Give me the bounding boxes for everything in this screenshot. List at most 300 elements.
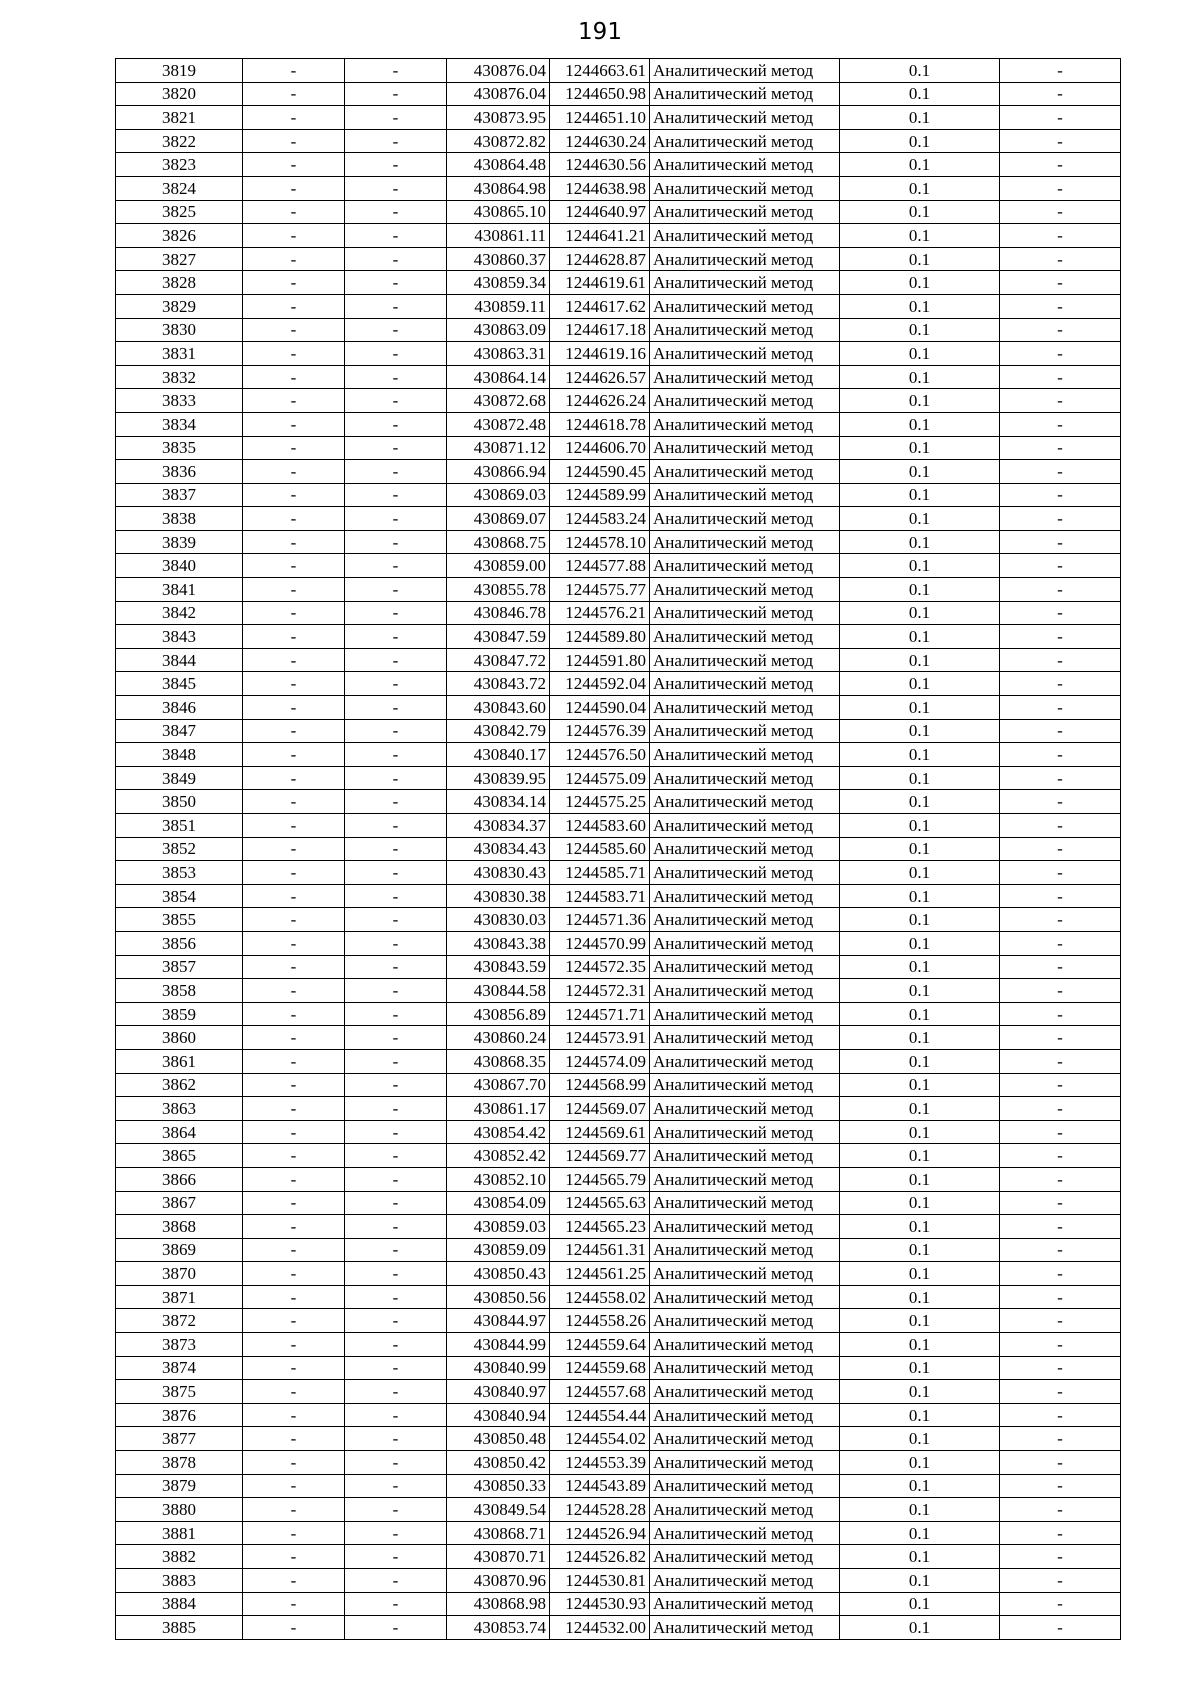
empty-value-cell: -	[243, 955, 345, 979]
accuracy-cell: 0.1	[840, 318, 1000, 342]
method-cell: Аналитический метод	[650, 365, 840, 389]
accuracy-cell: 0.1	[840, 365, 1000, 389]
y-coordinate-cell: 1244569.77	[550, 1144, 650, 1168]
accuracy-cell: 0.1	[840, 1545, 1000, 1569]
empty-value-cell: -	[243, 318, 345, 342]
empty-value-cell: -	[243, 1073, 345, 1097]
point-number-cell: 3872	[116, 1309, 243, 1333]
point-number-cell: 3860	[116, 1026, 243, 1050]
table-row	[116, 483, 1121, 507]
accuracy-cell: 0.1	[840, 908, 1000, 932]
empty-value-cell: -	[345, 625, 447, 649]
empty-value-cell: -	[345, 365, 447, 389]
method-cell: Аналитический метод	[650, 955, 840, 979]
point-number-cell: 3861	[116, 1049, 243, 1073]
empty-value-cell: -	[243, 1049, 345, 1073]
table-row	[116, 743, 1121, 767]
empty-value-cell: -	[345, 1545, 447, 1569]
point-number-cell: 3868	[116, 1215, 243, 1239]
empty-value-cell: -	[1000, 766, 1121, 790]
empty-value-cell: -	[345, 1451, 447, 1475]
accuracy-cell: 0.1	[840, 1592, 1000, 1616]
empty-value-cell: -	[243, 1002, 345, 1026]
table-row	[116, 1026, 1121, 1050]
method-cell: Аналитический метод	[650, 1474, 840, 1498]
empty-value-cell: -	[243, 1474, 345, 1498]
table-row	[116, 460, 1121, 484]
point-number-cell: 3883	[116, 1569, 243, 1593]
accuracy-cell: 0.1	[840, 1097, 1000, 1121]
y-coordinate-cell: 1244619.16	[550, 342, 650, 366]
table-row	[116, 1356, 1121, 1380]
x-coordinate-cell: 430859.09	[447, 1238, 550, 1262]
point-number-cell: 3844	[116, 648, 243, 672]
empty-value-cell: -	[1000, 1569, 1121, 1593]
empty-value-cell: -	[243, 176, 345, 200]
empty-value-cell: -	[345, 247, 447, 271]
table-row	[116, 554, 1121, 578]
x-coordinate-cell: 430854.42	[447, 1120, 550, 1144]
accuracy-cell: 0.1	[840, 436, 1000, 460]
table-row	[116, 412, 1121, 436]
point-number-cell: 3825	[116, 200, 243, 224]
y-coordinate-cell: 1244585.71	[550, 861, 650, 885]
empty-value-cell: -	[345, 1285, 447, 1309]
y-coordinate-cell: 1244628.87	[550, 247, 650, 271]
accuracy-cell: 0.1	[840, 389, 1000, 413]
accuracy-cell: 0.1	[840, 483, 1000, 507]
empty-value-cell: -	[345, 318, 447, 342]
x-coordinate-cell: 430872.68	[447, 389, 550, 413]
x-coordinate-cell: 430865.10	[447, 200, 550, 224]
accuracy-cell: 0.1	[840, 224, 1000, 248]
x-coordinate-cell: 430840.97	[447, 1380, 550, 1404]
method-cell: Аналитический метод	[650, 766, 840, 790]
empty-value-cell: -	[1000, 578, 1121, 602]
empty-value-cell: -	[1000, 1049, 1121, 1073]
empty-value-cell: -	[1000, 129, 1121, 153]
x-coordinate-cell: 430834.43	[447, 837, 550, 861]
empty-value-cell: -	[243, 1380, 345, 1404]
empty-value-cell: -	[1000, 460, 1121, 484]
y-coordinate-cell: 1244589.99	[550, 483, 650, 507]
accuracy-cell: 0.1	[840, 884, 1000, 908]
accuracy-cell: 0.1	[840, 1451, 1000, 1475]
empty-value-cell: -	[243, 1521, 345, 1545]
empty-value-cell: -	[1000, 1356, 1121, 1380]
empty-value-cell: -	[1000, 436, 1121, 460]
empty-value-cell: -	[1000, 153, 1121, 177]
empty-value-cell: -	[1000, 1545, 1121, 1569]
accuracy-cell: 0.1	[840, 106, 1000, 130]
table-row	[116, 719, 1121, 743]
y-coordinate-cell: 1244554.44	[550, 1403, 650, 1427]
point-number-cell: 3850	[116, 790, 243, 814]
accuracy-cell: 0.1	[840, 1356, 1000, 1380]
x-coordinate-cell: 430830.03	[447, 908, 550, 932]
empty-value-cell: -	[1000, 601, 1121, 625]
x-coordinate-cell: 430861.11	[447, 224, 550, 248]
method-cell: Аналитический метод	[650, 979, 840, 1003]
method-cell: Аналитический метод	[650, 1191, 840, 1215]
x-coordinate-cell: 430859.03	[447, 1215, 550, 1239]
empty-value-cell: -	[243, 837, 345, 861]
x-coordinate-cell: 430850.56	[447, 1285, 550, 1309]
empty-value-cell: -	[1000, 837, 1121, 861]
empty-value-cell: -	[1000, 1144, 1121, 1168]
empty-value-cell: -	[1000, 719, 1121, 743]
table-row	[116, 1215, 1121, 1239]
empty-value-cell: -	[1000, 1380, 1121, 1404]
y-coordinate-cell: 1244589.80	[550, 625, 650, 649]
empty-value-cell: -	[243, 1215, 345, 1239]
accuracy-cell: 0.1	[840, 861, 1000, 885]
accuracy-cell: 0.1	[840, 1049, 1000, 1073]
coordinates-table	[115, 58, 1121, 1640]
y-coordinate-cell: 1244651.10	[550, 106, 650, 130]
coordinates-table-body	[116, 59, 1121, 1640]
empty-value-cell: -	[345, 530, 447, 554]
empty-value-cell: -	[1000, 908, 1121, 932]
empty-value-cell: -	[243, 766, 345, 790]
point-number-cell: 3856	[116, 931, 243, 955]
y-coordinate-cell: 1244590.04	[550, 696, 650, 720]
empty-value-cell: -	[1000, 224, 1121, 248]
table-row	[116, 318, 1121, 342]
empty-value-cell: -	[345, 1238, 447, 1262]
empty-value-cell: -	[345, 955, 447, 979]
point-number-cell: 3867	[116, 1191, 243, 1215]
empty-value-cell: -	[345, 483, 447, 507]
empty-value-cell: -	[1000, 979, 1121, 1003]
method-cell: Аналитический метод	[650, 1238, 840, 1262]
accuracy-cell: 0.1	[840, 1380, 1000, 1404]
table-row	[116, 884, 1121, 908]
point-number-cell: 3849	[116, 766, 243, 790]
empty-value-cell: -	[345, 1356, 447, 1380]
table-row	[116, 1120, 1121, 1144]
accuracy-cell: 0.1	[840, 1616, 1000, 1640]
point-number-cell: 3828	[116, 271, 243, 295]
point-number-cell: 3839	[116, 530, 243, 554]
method-cell: Аналитический метод	[650, 790, 840, 814]
empty-value-cell: -	[1000, 884, 1121, 908]
x-coordinate-cell: 430847.72	[447, 648, 550, 672]
accuracy-cell: 0.1	[840, 955, 1000, 979]
empty-value-cell: -	[1000, 1026, 1121, 1050]
table-row	[116, 1049, 1121, 1073]
empty-value-cell: -	[345, 224, 447, 248]
accuracy-cell: 0.1	[840, 1285, 1000, 1309]
accuracy-cell: 0.1	[840, 625, 1000, 649]
method-cell: Аналитический метод	[650, 1262, 840, 1286]
empty-value-cell: -	[1000, 790, 1121, 814]
empty-value-cell: -	[1000, 200, 1121, 224]
empty-value-cell: -	[243, 294, 345, 318]
method-cell: Аналитический метод	[650, 1120, 840, 1144]
empty-value-cell: -	[243, 719, 345, 743]
method-cell: Аналитический метод	[650, 696, 840, 720]
x-coordinate-cell: 430834.14	[447, 790, 550, 814]
empty-value-cell: -	[1000, 483, 1121, 507]
empty-value-cell: -	[243, 672, 345, 696]
table-row	[116, 530, 1121, 554]
method-cell: Аналитический метод	[650, 578, 840, 602]
empty-value-cell: -	[1000, 82, 1121, 106]
y-coordinate-cell: 1244526.82	[550, 1545, 650, 1569]
x-coordinate-cell: 430850.48	[447, 1427, 550, 1451]
point-number-cell: 3842	[116, 601, 243, 625]
table-row	[116, 224, 1121, 248]
empty-value-cell: -	[243, 1262, 345, 1286]
method-cell: Аналитический метод	[650, 1026, 840, 1050]
y-coordinate-cell: 1244576.50	[550, 743, 650, 767]
empty-value-cell: -	[1000, 696, 1121, 720]
point-number-cell: 3879	[116, 1474, 243, 1498]
x-coordinate-cell: 430868.75	[447, 530, 550, 554]
empty-value-cell: -	[243, 483, 345, 507]
y-coordinate-cell: 1244618.78	[550, 412, 650, 436]
x-coordinate-cell: 430876.04	[447, 59, 550, 83]
x-coordinate-cell: 430863.31	[447, 342, 550, 366]
x-coordinate-cell: 430843.60	[447, 696, 550, 720]
x-coordinate-cell: 430830.38	[447, 884, 550, 908]
y-coordinate-cell: 1244591.80	[550, 648, 650, 672]
empty-value-cell: -	[345, 342, 447, 366]
x-coordinate-cell: 430866.94	[447, 460, 550, 484]
empty-value-cell: -	[1000, 530, 1121, 554]
x-coordinate-cell: 430843.38	[447, 931, 550, 955]
x-coordinate-cell: 430861.17	[447, 1097, 550, 1121]
x-coordinate-cell: 430830.43	[447, 861, 550, 885]
y-coordinate-cell: 1244569.61	[550, 1120, 650, 1144]
method-cell: Аналитический метод	[650, 908, 840, 932]
point-number-cell: 3836	[116, 460, 243, 484]
empty-value-cell: -	[243, 1616, 345, 1640]
empty-value-cell: -	[243, 1592, 345, 1616]
y-coordinate-cell: 1244576.39	[550, 719, 650, 743]
empty-value-cell: -	[243, 601, 345, 625]
y-coordinate-cell: 1244626.57	[550, 365, 650, 389]
y-coordinate-cell: 1244577.88	[550, 554, 650, 578]
x-coordinate-cell: 430840.94	[447, 1403, 550, 1427]
table-row	[116, 979, 1121, 1003]
method-cell: Аналитический метод	[650, 389, 840, 413]
method-cell: Аналитический метод	[650, 460, 840, 484]
x-coordinate-cell: 430840.99	[447, 1356, 550, 1380]
x-coordinate-cell: 430868.71	[447, 1521, 550, 1545]
empty-value-cell: -	[1000, 1167, 1121, 1191]
empty-value-cell: -	[345, 1073, 447, 1097]
empty-value-cell: -	[345, 507, 447, 531]
point-number-cell: 3832	[116, 365, 243, 389]
y-coordinate-cell: 1244559.68	[550, 1356, 650, 1380]
y-coordinate-cell: 1244583.71	[550, 884, 650, 908]
method-cell: Аналитический метод	[650, 1144, 840, 1168]
point-number-cell: 3878	[116, 1451, 243, 1475]
method-cell: Аналитический метод	[650, 554, 840, 578]
point-number-cell: 3885	[116, 1616, 243, 1640]
point-number-cell: 3869	[116, 1238, 243, 1262]
method-cell: Аналитический метод	[650, 176, 840, 200]
empty-value-cell: -	[1000, 271, 1121, 295]
accuracy-cell: 0.1	[840, 554, 1000, 578]
table-row	[116, 837, 1121, 861]
point-number-cell: 3821	[116, 106, 243, 130]
accuracy-cell: 0.1	[840, 1569, 1000, 1593]
empty-value-cell: -	[345, 1592, 447, 1616]
x-coordinate-cell: 430863.09	[447, 318, 550, 342]
point-number-cell: 3823	[116, 153, 243, 177]
empty-value-cell: -	[1000, 554, 1121, 578]
accuracy-cell: 0.1	[840, 129, 1000, 153]
x-coordinate-cell: 430839.95	[447, 766, 550, 790]
y-coordinate-cell: 1244558.02	[550, 1285, 650, 1309]
table-row	[116, 342, 1121, 366]
point-number-cell: 3830	[116, 318, 243, 342]
empty-value-cell: -	[345, 1215, 447, 1239]
point-number-cell: 3829	[116, 294, 243, 318]
table-row	[116, 365, 1121, 389]
point-number-cell: 3855	[116, 908, 243, 932]
empty-value-cell: -	[345, 696, 447, 720]
point-number-cell: 3874	[116, 1356, 243, 1380]
empty-value-cell: -	[345, 129, 447, 153]
y-coordinate-cell: 1244590.45	[550, 460, 650, 484]
empty-value-cell: -	[345, 1097, 447, 1121]
method-cell: Аналитический метод	[650, 294, 840, 318]
accuracy-cell: 0.1	[840, 1167, 1000, 1191]
empty-value-cell: -	[243, 530, 345, 554]
method-cell: Аналитический метод	[650, 837, 840, 861]
table-row	[116, 153, 1121, 177]
empty-value-cell: -	[345, 672, 447, 696]
method-cell: Аналитический метод	[650, 507, 840, 531]
method-cell: Аналитический метод	[650, 1616, 840, 1640]
empty-value-cell: -	[1000, 1262, 1121, 1286]
x-coordinate-cell: 430854.09	[447, 1191, 550, 1215]
x-coordinate-cell: 430849.54	[447, 1498, 550, 1522]
empty-value-cell: -	[345, 1380, 447, 1404]
empty-value-cell: -	[345, 1403, 447, 1427]
accuracy-cell: 0.1	[840, 743, 1000, 767]
table-row	[116, 1191, 1121, 1215]
table-row	[116, 1309, 1121, 1333]
empty-value-cell: -	[345, 153, 447, 177]
empty-value-cell: -	[243, 1356, 345, 1380]
y-coordinate-cell: 1244568.99	[550, 1073, 650, 1097]
empty-value-cell: -	[345, 271, 447, 295]
y-coordinate-cell: 1244553.39	[550, 1451, 650, 1475]
y-coordinate-cell: 1244574.09	[550, 1049, 650, 1073]
accuracy-cell: 0.1	[840, 200, 1000, 224]
empty-value-cell: -	[345, 884, 447, 908]
y-coordinate-cell: 1244630.24	[550, 129, 650, 153]
empty-value-cell: -	[345, 1569, 447, 1593]
table-row	[116, 814, 1121, 838]
accuracy-cell: 0.1	[840, 1120, 1000, 1144]
point-number-cell: 3837	[116, 483, 243, 507]
x-coordinate-cell: 430844.97	[447, 1309, 550, 1333]
table-row	[116, 271, 1121, 295]
empty-value-cell: -	[1000, 176, 1121, 200]
method-cell: Аналитический метод	[650, 601, 840, 625]
empty-value-cell: -	[243, 1238, 345, 1262]
empty-value-cell: -	[345, 601, 447, 625]
method-cell: Аналитический метод	[650, 342, 840, 366]
point-number-cell: 3858	[116, 979, 243, 1003]
empty-value-cell: -	[1000, 625, 1121, 649]
empty-value-cell: -	[345, 1002, 447, 1026]
accuracy-cell: 0.1	[840, 672, 1000, 696]
empty-value-cell: -	[345, 59, 447, 83]
accuracy-cell: 0.1	[840, 59, 1000, 83]
accuracy-cell: 0.1	[840, 530, 1000, 554]
table-row	[116, 507, 1121, 531]
empty-value-cell: -	[345, 412, 447, 436]
method-cell: Аналитический метод	[650, 436, 840, 460]
empty-value-cell: -	[243, 1333, 345, 1357]
method-cell: Аналитический метод	[650, 224, 840, 248]
y-coordinate-cell: 1244630.56	[550, 153, 650, 177]
y-coordinate-cell: 1244543.89	[550, 1474, 650, 1498]
point-number-cell: 3819	[116, 59, 243, 83]
empty-value-cell: -	[243, 931, 345, 955]
method-cell: Аналитический метод	[650, 530, 840, 554]
empty-value-cell: -	[345, 814, 447, 838]
empty-value-cell: -	[345, 389, 447, 413]
y-coordinate-cell: 1244575.09	[550, 766, 650, 790]
empty-value-cell: -	[243, 1545, 345, 1569]
point-number-cell: 3880	[116, 1498, 243, 1522]
y-coordinate-cell: 1244571.71	[550, 1002, 650, 1026]
y-coordinate-cell: 1244572.35	[550, 955, 650, 979]
x-coordinate-cell: 430840.17	[447, 743, 550, 767]
empty-value-cell: -	[345, 1049, 447, 1073]
empty-value-cell: -	[1000, 1097, 1121, 1121]
empty-value-cell: -	[1000, 814, 1121, 838]
y-coordinate-cell: 1244559.64	[550, 1333, 650, 1357]
empty-value-cell: -	[345, 1474, 447, 1498]
empty-value-cell: -	[243, 412, 345, 436]
empty-value-cell: -	[345, 790, 447, 814]
empty-value-cell: -	[1000, 247, 1121, 271]
table-row	[116, 247, 1121, 271]
empty-value-cell: -	[243, 59, 345, 83]
empty-value-cell: -	[243, 1403, 345, 1427]
table-row	[116, 578, 1121, 602]
y-coordinate-cell: 1244530.81	[550, 1569, 650, 1593]
empty-value-cell: -	[1000, 507, 1121, 531]
empty-value-cell: -	[243, 861, 345, 885]
table-row	[116, 696, 1121, 720]
accuracy-cell: 0.1	[840, 153, 1000, 177]
empty-value-cell: -	[1000, 106, 1121, 130]
table-row	[116, 1144, 1121, 1168]
table-row	[116, 82, 1121, 106]
point-number-cell: 3875	[116, 1380, 243, 1404]
y-coordinate-cell: 1244572.31	[550, 979, 650, 1003]
table-row	[116, 436, 1121, 460]
empty-value-cell: -	[1000, 1451, 1121, 1475]
table-row	[116, 955, 1121, 979]
empty-value-cell: -	[243, 1191, 345, 1215]
x-coordinate-cell: 430869.03	[447, 483, 550, 507]
y-coordinate-cell: 1244561.31	[550, 1238, 650, 1262]
method-cell: Аналитический метод	[650, 1049, 840, 1073]
empty-value-cell: -	[1000, 412, 1121, 436]
method-cell: Аналитический метод	[650, 1215, 840, 1239]
